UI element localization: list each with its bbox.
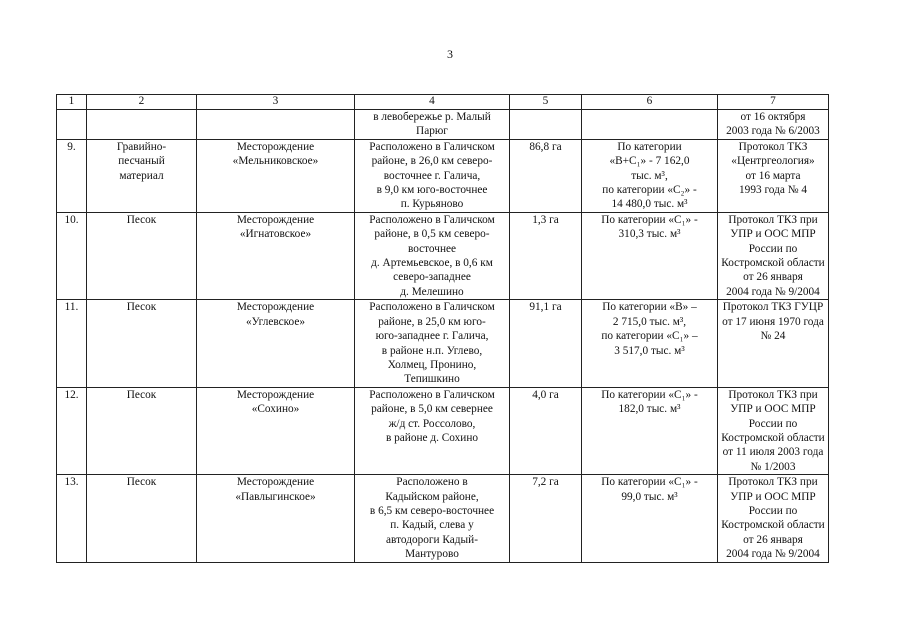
- material-cell-text: Песок: [126, 213, 157, 226]
- header-cell: 6: [582, 95, 718, 110]
- deposit-name-cell-text: Месторождение «Павлыгинское»: [235, 476, 316, 503]
- location-cell: [355, 212, 510, 299]
- reserves-cell: [582, 110, 718, 140]
- header-cell: 5: [510, 95, 582, 110]
- protocol-cell: [718, 110, 829, 140]
- location-cell: [355, 387, 510, 474]
- area-cell-text: 91,1 га: [529, 301, 562, 314]
- protocol-cell-text: Протокол ТКЗ ГУЦР от 17 июня 1970 года № 24: [722, 301, 824, 343]
- reserves-cell: [582, 475, 718, 562]
- table-header-row: [57, 95, 829, 110]
- location-cell: [355, 300, 510, 387]
- header-cell: 3: [197, 95, 355, 110]
- material-cell-text: Гравийно- песчаный материал: [116, 140, 167, 182]
- deposit-name-cell: [197, 300, 355, 387]
- location-cell: [355, 139, 510, 212]
- location-cell-text: Расположено в Галичском районе, в 5,0 км севернее ж/д ст. Россолово, в районе д. Сохино: [369, 388, 495, 444]
- table-row: [57, 300, 829, 387]
- deposit-name-cell: [197, 212, 355, 299]
- material-cell: [87, 139, 197, 212]
- location-cell-text: Расположено в Кадыйском районе, в 6,5 км северо-восточнее п. Кадый, слева у автодороги Кадый- Мантурово: [369, 476, 495, 561]
- row-number-cell: [57, 212, 87, 299]
- reserves-cell-text: По категории «В+С₁» - 7 162,0 тыс. м³, по категории «С₂» - 14 480,0 тыс. м³: [602, 140, 697, 211]
- area-cell-text: 4,0 га: [532, 388, 559, 401]
- header-cell: 7: [718, 95, 829, 110]
- protocol-cell-text: Протокол ТКЗ «Центргеология» от 16 марта 1993 года № 4: [731, 140, 815, 197]
- area-cell: [510, 110, 582, 140]
- deposits-table: [56, 94, 829, 563]
- protocol-cell-text: Протокол ТКЗ при УПР и ООС МПР России по Костромской области от 26 января 2004 года № 9/2004: [721, 476, 825, 561]
- protocol-cell-text: Протокол ТКЗ при УПР и ООС МПР России по Костромской области от 26 января 2004 года № 9/2004: [721, 213, 825, 298]
- row-number-cell-text: 13.: [64, 476, 79, 489]
- reserves-cell: [582, 300, 718, 387]
- deposit-name-cell-text: Месторождение «Игнатовское»: [236, 213, 315, 241]
- protocol-cell: [718, 387, 829, 474]
- table-row: [57, 110, 829, 140]
- area-cell: [510, 475, 582, 562]
- reserves-cell: [582, 387, 718, 474]
- reserves-cell-text: По категории «С₁» - 99,0 тыс. м³: [601, 476, 698, 503]
- protocol-cell-text: Протокол ТКЗ при УПР и ООС МПР России по Костромской области от 11 июля 2003 года № 1/2003: [721, 388, 825, 473]
- deposit-name-cell-text: Месторождение «Мельниковское»: [232, 140, 319, 168]
- row-number-cell: [57, 387, 87, 474]
- row-number-cell: [57, 139, 87, 212]
- deposit-name-cell: [197, 139, 355, 212]
- table-row: [57, 475, 829, 562]
- row-number-cell-text: 12.: [64, 388, 79, 401]
- reserves-cell: [582, 139, 718, 212]
- header-cell: 2: [87, 95, 197, 110]
- deposit-name-cell-text: Месторождение «Сохино»: [236, 388, 315, 416]
- reserves-cell-text: По категории «С₁» - 182,0 тыс. м³: [601, 388, 698, 416]
- material-cell: [87, 110, 197, 140]
- protocol-cell-text: от 16 октября 2003 года № 6/2003: [726, 111, 820, 138]
- row-number-cell: [57, 300, 87, 387]
- row-number-cell: [57, 110, 87, 140]
- deposit-name-cell: [197, 475, 355, 562]
- table-row: [57, 212, 829, 299]
- header-cell: 1: [57, 95, 87, 110]
- row-number-cell-text: 10.: [64, 213, 79, 226]
- material-cell-text: Песок: [126, 388, 157, 401]
- material-cell: [87, 387, 197, 474]
- location-cell-text: Расположено в Галичском районе, в 0,5 км северо- восточнее д. Артемьевское, в 0,6 км северо-западнее д. Мелешино: [369, 213, 495, 298]
- protocol-cell: [718, 475, 829, 562]
- area-cell: [510, 387, 582, 474]
- reserves-cell: [582, 212, 718, 299]
- material-cell-text: Песок: [126, 301, 157, 314]
- material-cell: [87, 212, 197, 299]
- protocol-cell: [718, 139, 829, 212]
- location-cell-text: в левобережье р. Малый Парюг: [373, 111, 491, 138]
- material-cell-text: Песок: [126, 476, 157, 489]
- table-row: [57, 387, 829, 474]
- row-number-cell: [57, 475, 87, 562]
- area-cell-text: 86,8 га: [529, 140, 562, 153]
- area-cell-text: 1,3 га: [532, 213, 559, 226]
- row-number-cell-text: 9.: [67, 140, 76, 153]
- material-cell: [87, 475, 197, 562]
- header-cell: 4: [355, 95, 510, 110]
- material-cell: [87, 300, 197, 387]
- location-cell-text: Расположено в Галичском районе, в 26,0 км северо- восточнее г. Галича, в 9,0 км юго-восточнее п. Курьяново: [369, 140, 495, 211]
- protocol-cell: [718, 300, 829, 387]
- reserves-cell-text: По категории «В» – 2 715,0 тыс. м³, по категории «С₁» – 3 517,0 тыс. м³: [601, 301, 698, 357]
- area-cell: [510, 300, 582, 387]
- reserves-cell-text: По категории «С₁» - 310,3 тыс. м³: [601, 213, 698, 241]
- location-cell: [355, 475, 510, 562]
- deposit-name-cell-text: Месторождение «Углевское»: [236, 301, 315, 328]
- location-cell-text: Расположено в Галичском районе, в 25,0 км юго- юго-западнее г. Галича, в районе н.п. Углево, Холмец, Пронино, Тепишкино: [369, 301, 495, 386]
- page-number: 3: [447, 47, 453, 61]
- deposit-name-cell: [197, 387, 355, 474]
- area-cell: [510, 139, 582, 212]
- deposit-name-cell: [197, 110, 355, 140]
- area-cell-text: 7,2 га: [532, 476, 559, 489]
- location-cell: [355, 110, 510, 140]
- row-number-cell-text: 11.: [64, 301, 79, 314]
- area-cell: [510, 212, 582, 299]
- table-row: [57, 139, 829, 212]
- protocol-cell: [718, 212, 829, 299]
